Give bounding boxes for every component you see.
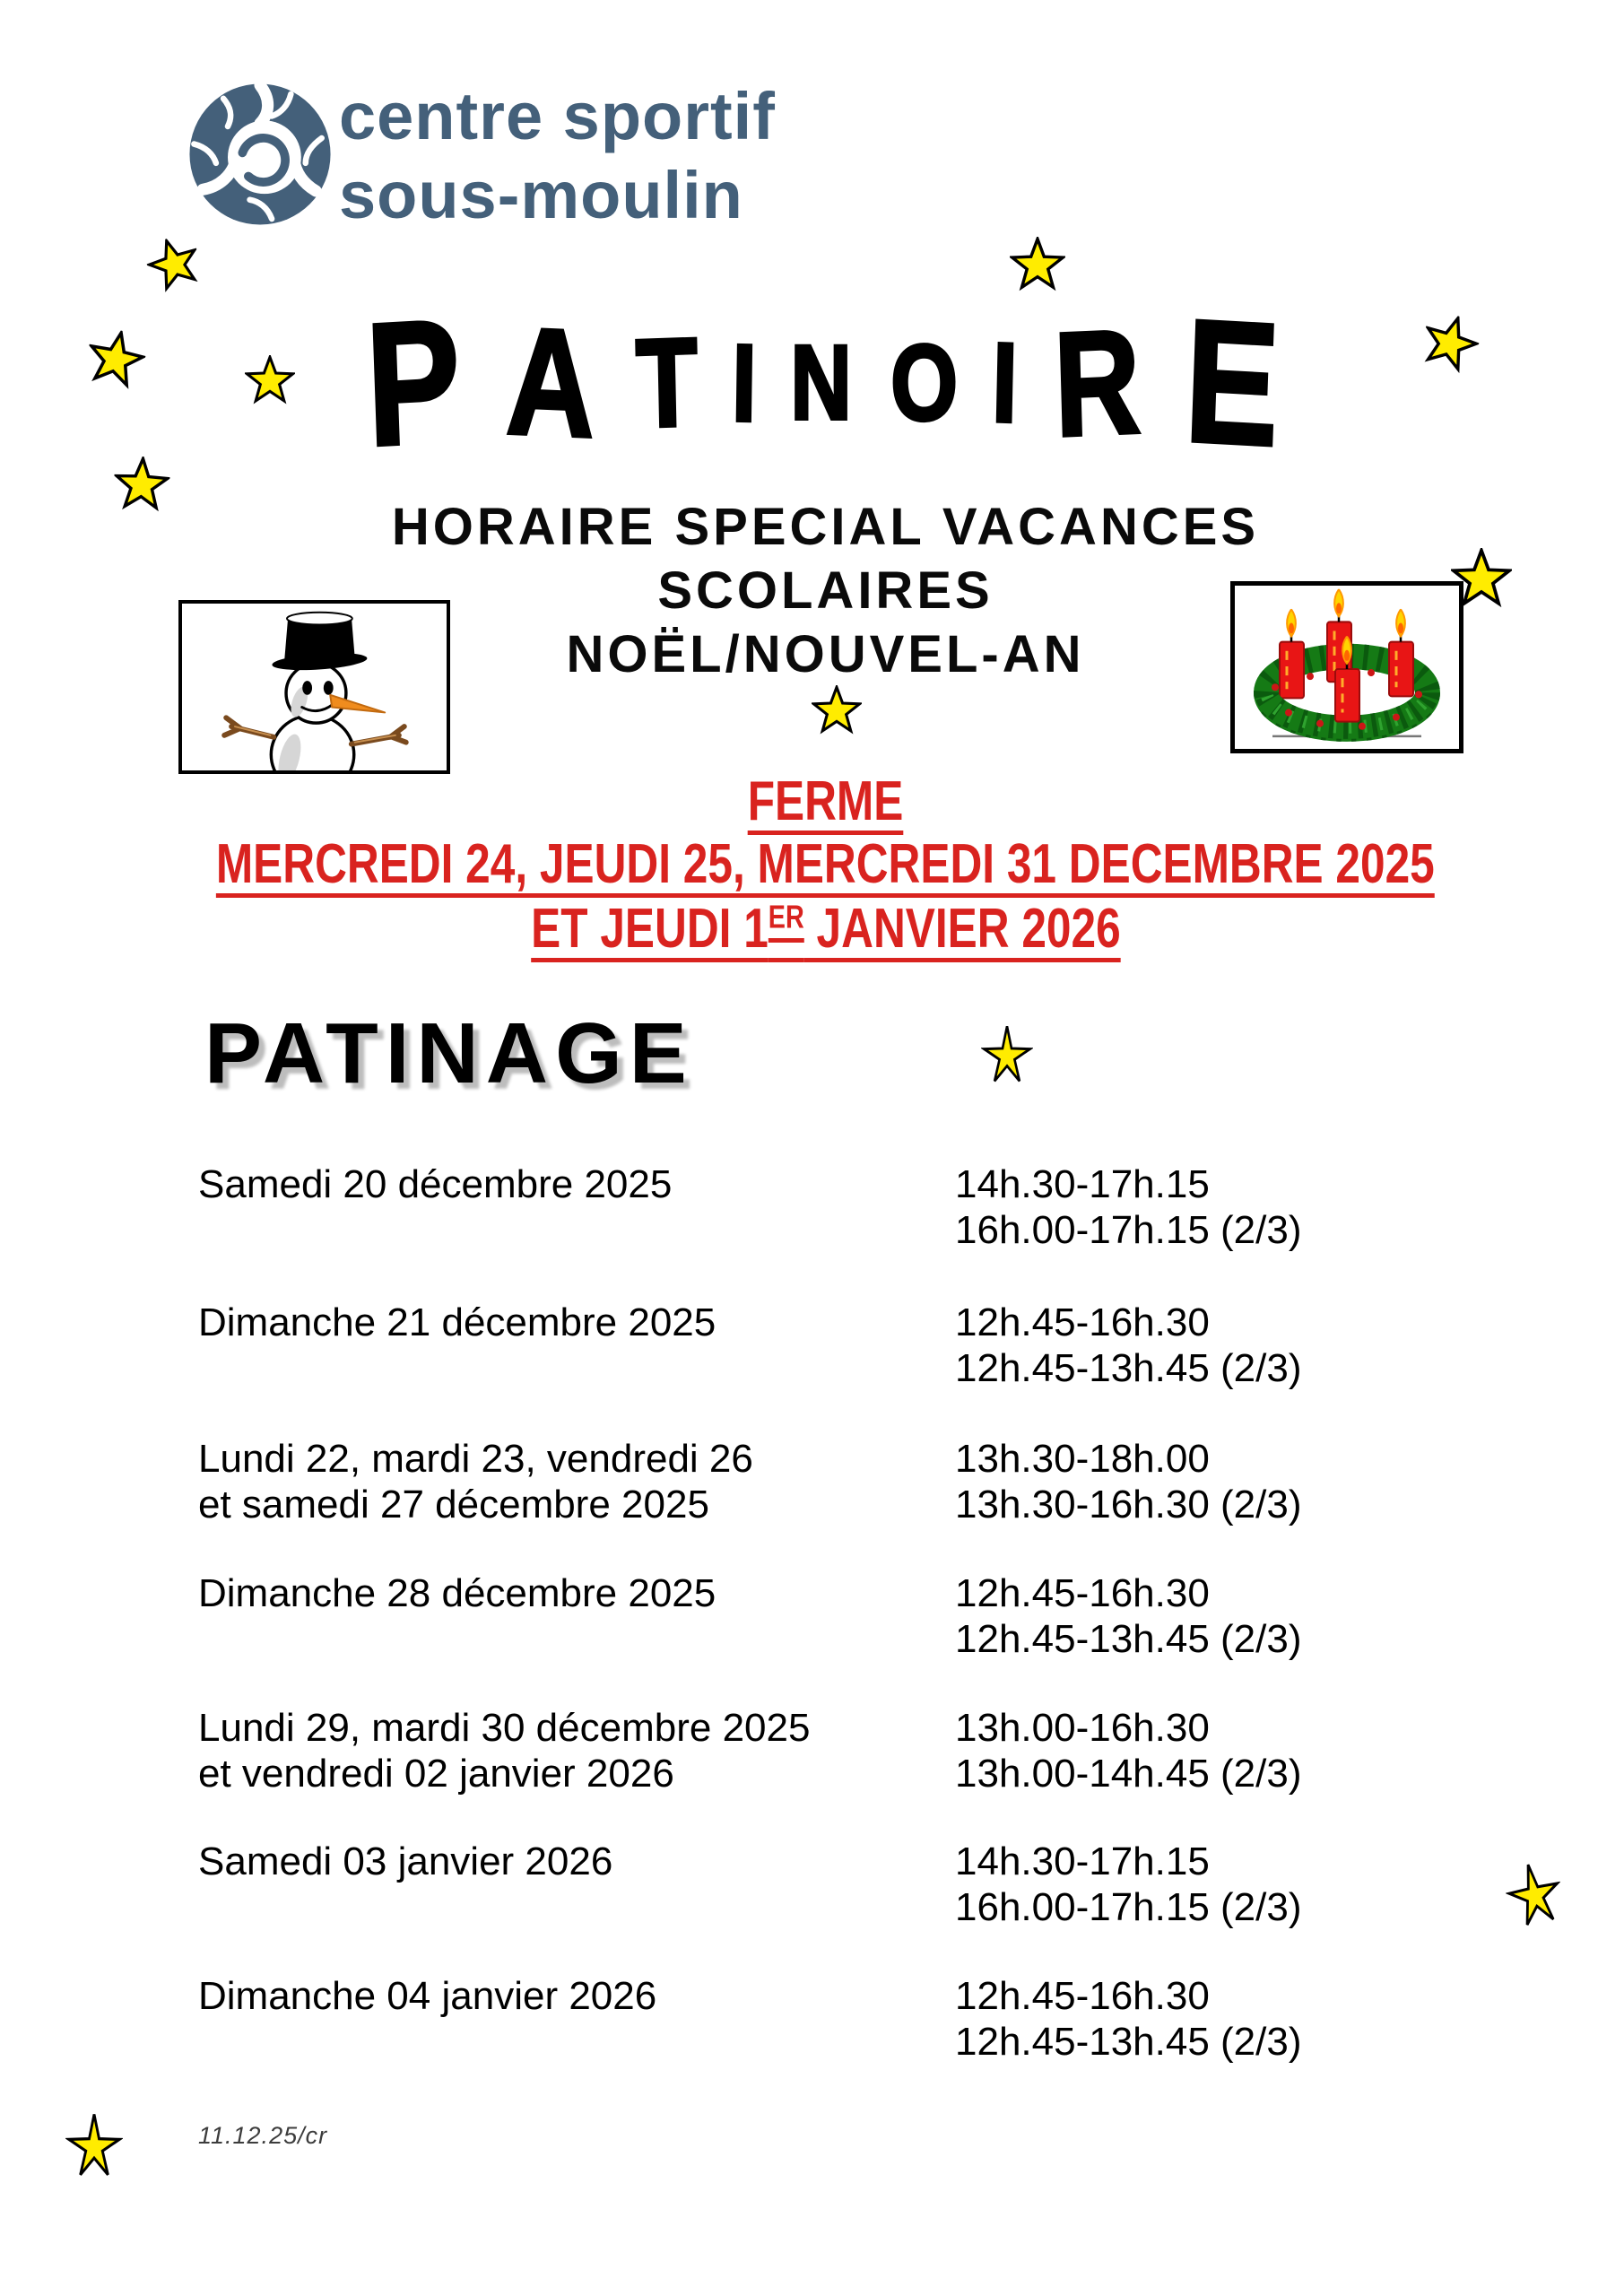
schedule-time-line: 16h.00-17h.15 (2/3)	[955, 1208, 1302, 1252]
title-letter: A	[504, 295, 597, 471]
schedule-date-line: Dimanche 21 décembre 2025	[198, 1300, 716, 1344]
closure-title-text: FERME	[747, 770, 904, 832]
subtitle-line-3: NOËL/NOUVEL-AN	[566, 625, 1085, 683]
schedule-times	[955, 1570, 1302, 1662]
closure-dates-text: MERCREDI 24, JEUDI 25, MERCREDI 31 DECEMBRE 2025	[216, 833, 1435, 895]
ordinal-superscript: ER	[768, 898, 804, 935]
schedule-times	[955, 1300, 1302, 1391]
schedule-date-line: Samedi 20 décembre 2025	[198, 1162, 673, 1206]
closure-dates	[27, 832, 1624, 896]
schedule-date	[198, 1161, 672, 1207]
logo-line-1: centre sportif	[339, 79, 776, 153]
schedule-time-line: 13h.00-14h.45 (2/3)	[955, 1752, 1302, 1796]
star-icon	[1500, 1857, 1568, 1930]
footer-reference: 11.12.25/cr	[198, 2122, 328, 2149]
star-icon	[65, 2113, 123, 2178]
schedule-date-line: Dimanche 04 janvier 2026	[198, 1974, 657, 2018]
schedule-date-line: et vendredi 02 janvier 2026	[198, 1752, 674, 1796]
schedule-times	[955, 1705, 1302, 1796]
schedule-times	[955, 1839, 1302, 1930]
snowman-drawing	[182, 604, 447, 770]
snowman-image	[178, 600, 450, 774]
schedule-date-line: Samedi 03 janvier 2026	[198, 1839, 613, 1883]
title-letter: P	[363, 282, 465, 483]
schedule-date	[198, 1705, 810, 1796]
schedule-times	[955, 1436, 1302, 1527]
schedule-date-line: et samedi 27 décembre 2025	[198, 1483, 709, 1526]
swirl-logo-icon	[179, 74, 341, 257]
schedule-time-line: 13h.30-18h.00	[955, 1437, 1210, 1481]
title-letter: E	[1182, 282, 1283, 483]
schedule-time-line: 12h.45-16h.30	[955, 1571, 1210, 1615]
closure-dates-2	[27, 897, 1624, 961]
logo-text	[339, 77, 776, 235]
subtitle-line-2: SCOLAIRES	[657, 561, 994, 620]
schedule-date	[198, 1973, 656, 2019]
title-letter: T	[635, 310, 699, 455]
title-letter: I	[991, 318, 1020, 447]
page-title	[22, 282, 1624, 483]
schedule-time-line: 14h.30-17h.15	[955, 1839, 1210, 1883]
schedule-time-line: 14h.30-17h.15	[955, 1162, 1210, 1206]
star-icon	[812, 685, 862, 735]
advent-wreath-image	[1230, 581, 1463, 753]
schedule-date	[198, 1839, 612, 1884]
title-letter: R	[1052, 298, 1143, 467]
closure-dates-2-text: ET JEUDI 1ER JANVIER 2026	[530, 898, 1121, 960]
schedule-times	[955, 1161, 1302, 1253]
logo-line-2: sous-moulin	[339, 158, 743, 232]
section-heading-patinage: PATINAGE	[204, 1005, 694, 1101]
schedule-date-line: Lundi 29, mardi 30 décembre 2025	[198, 1706, 811, 1750]
schedule-time-line: 12h.45-16h.30	[955, 1300, 1210, 1344]
schedule-time-line: 13h.00-16h.30	[955, 1706, 1210, 1750]
title-letter: O	[890, 322, 959, 444]
schedule-time-line: 12h.45-13h.45 (2/3)	[955, 1346, 1302, 1390]
schedule-time-line: 12h.45-13h.45 (2/3)	[955, 2020, 1302, 2064]
schedule-date-line: Lundi 22, mardi 23, vendredi 26	[198, 1437, 753, 1481]
schedule-date	[198, 1300, 716, 1345]
title-letter: I	[731, 321, 758, 445]
schedule-date-line: Dimanche 28 décembre 2025	[198, 1571, 716, 1615]
schedule-time-line: 12h.45-16h.30	[955, 1974, 1210, 2018]
schedule-times	[955, 1973, 1302, 2065]
star-icon	[1010, 237, 1065, 292]
star-icon	[981, 1025, 1033, 1083]
closure-title	[27, 770, 1624, 833]
subtitle-line-1: HORAIRE SPECIAL VACANCES	[391, 498, 1260, 556]
schedule-date	[198, 1570, 716, 1616]
title-letter: N	[790, 324, 852, 442]
advent-wreath-drawing	[1235, 586, 1459, 749]
logo	[179, 70, 807, 263]
schedule-time-line: 12h.45-13h.45 (2/3)	[955, 1617, 1302, 1661]
schedule-time-line: 13h.30-16h.30 (2/3)	[955, 1483, 1302, 1526]
schedule-time-line: 16h.00-17h.15 (2/3)	[955, 1885, 1302, 1929]
schedule-date	[198, 1436, 753, 1527]
